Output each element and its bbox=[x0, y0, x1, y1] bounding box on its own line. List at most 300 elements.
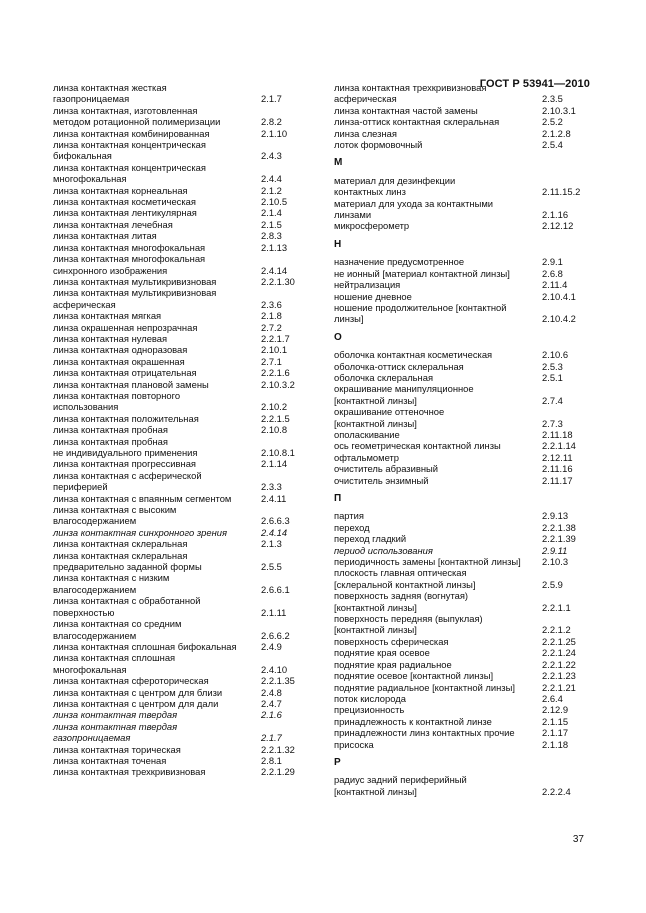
index-reference-number: 2.6.8 bbox=[542, 267, 563, 279]
index-term: поверхностью bbox=[53, 606, 115, 618]
index-term: принадлежности линз контактных прочие bbox=[334, 727, 515, 739]
index-entry bbox=[334, 313, 598, 324]
index-reference-number: 2.8.3 bbox=[261, 230, 282, 242]
index-reference-number: 2.8.1 bbox=[261, 754, 282, 766]
index-entry bbox=[53, 390, 317, 401]
index-reference-number: 2.5.5 bbox=[261, 561, 282, 573]
index-letter-heading: О bbox=[334, 331, 342, 343]
index-term: методом ротационной полимеризации bbox=[53, 116, 221, 128]
index-reference-number: 2.2.1.25 bbox=[542, 635, 576, 647]
index-entry bbox=[334, 556, 598, 567]
index-reference-number: 2.2.2.4 bbox=[542, 785, 571, 797]
index-term: период использования bbox=[334, 544, 433, 556]
index-reference-number: 2.1.2.8 bbox=[542, 127, 571, 139]
index-term: линза контактная косметическая bbox=[53, 196, 196, 208]
index-reference-number bbox=[542, 302, 598, 313]
index-term: линза контактная пробная bbox=[53, 424, 168, 436]
index-entry bbox=[334, 406, 598, 417]
index-entry bbox=[334, 739, 598, 750]
index-term: поток кислорода bbox=[334, 692, 406, 704]
index-term: линза-оттиск контактная склеральная bbox=[334, 116, 500, 128]
index-term: влагосодержанием bbox=[53, 583, 137, 595]
index-term: линза контактная корнеальная bbox=[53, 184, 188, 196]
index-reference-number: 2.4.14 bbox=[261, 526, 288, 538]
index-entry bbox=[334, 93, 598, 104]
index-reference-number: 2.2.1.38 bbox=[542, 521, 576, 533]
index-entry bbox=[53, 128, 317, 139]
index-term: газопроницаемая bbox=[53, 93, 130, 105]
index-reference-number: 2.5.2 bbox=[542, 116, 563, 128]
index-term: окрашивание манипуляционное bbox=[334, 383, 474, 395]
index-entry bbox=[334, 670, 598, 681]
index-term: переход bbox=[334, 521, 370, 533]
index-entry bbox=[53, 401, 317, 412]
index-reference-number: 2.2.1.39 bbox=[542, 533, 576, 545]
index-term: линза контактная жесткая bbox=[53, 82, 167, 93]
index-entry bbox=[53, 595, 317, 606]
index-reference-number: 2.1.10 bbox=[261, 127, 288, 139]
index-term: радиус задний периферийный bbox=[334, 774, 467, 786]
index-entry bbox=[334, 139, 598, 150]
index-reference-number bbox=[542, 383, 598, 394]
index-entry bbox=[53, 242, 317, 253]
index-reference-number: 2.10.8 bbox=[261, 424, 288, 436]
index-term: линза контактная плановой замены bbox=[53, 378, 209, 390]
index-term: поднятие края радиальное bbox=[334, 658, 452, 670]
index-reference-number bbox=[261, 105, 317, 116]
index-reference-number bbox=[542, 567, 598, 578]
index-letter-heading: П bbox=[334, 493, 342, 504]
index-entry bbox=[53, 561, 317, 572]
index-reference-number: 2.1.13 bbox=[261, 241, 288, 253]
index-term: линза контактная, изготовленная bbox=[53, 104, 198, 116]
index-entry bbox=[334, 418, 598, 429]
index-term: линза контактная мультикривизновая bbox=[53, 275, 217, 287]
index-entry bbox=[334, 82, 598, 93]
index-reference-number: 2.5.1 bbox=[542, 371, 563, 383]
index-reference-number: 2.4.3 bbox=[261, 150, 282, 162]
index-term: нейтрализация bbox=[334, 279, 401, 291]
index-term: линза контактная со средним bbox=[53, 618, 182, 630]
index-term: очиститель абразивный bbox=[334, 463, 438, 475]
index-term: линза контактная торическая bbox=[53, 743, 181, 755]
index-reference-number: 2.2.1.35 bbox=[261, 675, 295, 687]
index-reference-number: 2.10.8.1 bbox=[261, 447, 295, 458]
index-entry bbox=[53, 379, 317, 390]
index-term: линза контактная синхронного зрения bbox=[53, 526, 227, 538]
index-term: офтальмометр bbox=[334, 451, 399, 463]
index-term: линза контактная многофокальная bbox=[53, 253, 206, 265]
index-entry bbox=[334, 452, 598, 463]
index-entry bbox=[334, 510, 598, 521]
index-reference-number: 2.10.3.1 bbox=[542, 104, 576, 116]
index-entry bbox=[53, 185, 317, 196]
index-term: линзами bbox=[334, 209, 372, 221]
index-term: поверхность передняя (выпуклая) bbox=[334, 613, 483, 625]
index-reference-number: 2.1.16 bbox=[542, 209, 569, 221]
index-reference-number bbox=[542, 590, 598, 601]
index-term: бифокальная bbox=[53, 150, 112, 162]
index-reference-number: 2.1.7 bbox=[261, 732, 282, 744]
index-entry bbox=[334, 727, 598, 738]
index-reference-number: 2.5.9 bbox=[542, 578, 563, 590]
index-reference-number: 2.12.11 bbox=[542, 451, 573, 463]
index-term: многофокальная bbox=[53, 173, 127, 185]
index-reference-number: 2.2.1.22 bbox=[542, 658, 576, 670]
index-reference-number bbox=[542, 82, 598, 93]
index-term: линза контактная лентикулярная bbox=[53, 207, 197, 219]
index-entry bbox=[53, 82, 317, 93]
index-term: линза контактная с центром для близи bbox=[53, 686, 223, 698]
index-entry bbox=[53, 630, 317, 641]
index-entry bbox=[334, 395, 598, 406]
index-term: асферическая bbox=[53, 298, 116, 310]
index-entry bbox=[53, 447, 317, 458]
index-entry bbox=[334, 361, 598, 372]
index-entry bbox=[334, 128, 598, 139]
index-entry bbox=[53, 139, 317, 150]
index-entry bbox=[334, 220, 598, 231]
index-term: [контактной линзы] bbox=[334, 601, 417, 613]
index-term: очиститель энзимный bbox=[334, 474, 429, 486]
index-reference-number: 2.7.3 bbox=[542, 417, 563, 429]
index-reference-number: 2.12.9 bbox=[542, 704, 569, 716]
index-reference-number: 2.10.4.1 bbox=[542, 290, 576, 302]
index-term: [контактной линзы] bbox=[334, 624, 417, 636]
index-entry bbox=[53, 356, 317, 367]
index-entry bbox=[53, 196, 317, 207]
index-entry bbox=[334, 693, 598, 704]
index-column-left bbox=[53, 82, 317, 778]
index-entry bbox=[334, 624, 598, 635]
index-term: синхронного изображения bbox=[53, 264, 168, 276]
index-term: поверхность задняя (вогнутая) bbox=[334, 590, 469, 602]
index-term: линза контактная многофокальная bbox=[53, 241, 206, 253]
index-reference-number: 2.1.6 bbox=[261, 709, 282, 721]
index-reference-number: 2.3.3 bbox=[261, 481, 282, 493]
index-term: периферией bbox=[53, 481, 108, 493]
index-term: линза контактная литая bbox=[53, 230, 157, 242]
index-entry bbox=[53, 253, 317, 264]
index-reference-number bbox=[261, 470, 317, 481]
index-term: контактных линз bbox=[334, 186, 406, 198]
index-reference-number: 2.12.12 bbox=[542, 220, 574, 232]
index-term: линза контактная с центром для дали bbox=[53, 697, 219, 709]
index-reference-number bbox=[542, 613, 598, 624]
index-entry bbox=[53, 515, 317, 526]
index-term: периодичность замены [контактной линзы] bbox=[334, 556, 521, 568]
index-entry bbox=[53, 344, 317, 355]
index-entry bbox=[53, 493, 317, 504]
index-term: [контактной линзы] bbox=[334, 785, 417, 797]
index-term: линза контактная твердая bbox=[53, 709, 178, 721]
index-reference-number: 2.2.1.14 bbox=[542, 440, 576, 452]
index-entry bbox=[53, 675, 317, 686]
index-reference-number: 2.2.1.30 bbox=[261, 275, 295, 287]
index-term: линза контактная лечебная bbox=[53, 218, 173, 230]
index-entry bbox=[334, 590, 598, 601]
index-reference-number: 2.1.3 bbox=[261, 538, 282, 550]
index-term: линза контактная повторного bbox=[53, 389, 181, 401]
index-entry bbox=[334, 659, 598, 670]
index-entry bbox=[334, 567, 598, 578]
index-entry bbox=[334, 175, 598, 186]
index-reference-number bbox=[261, 721, 317, 732]
index-term: многофокальная bbox=[53, 663, 127, 675]
index-term: линза контактная с низким bbox=[53, 572, 170, 584]
index-term: прецизионность bbox=[334, 704, 405, 716]
index-term: линза контактная с высоким bbox=[53, 504, 177, 516]
index-term: газопроницаемая bbox=[53, 732, 131, 744]
index-entry bbox=[334, 209, 598, 220]
index-reference-number bbox=[261, 595, 317, 606]
index-entry bbox=[334, 186, 598, 197]
index-reference-number bbox=[261, 504, 317, 515]
index-reference-number: 2.1.18 bbox=[542, 738, 569, 750]
index-reference-number: 2.4.9 bbox=[261, 640, 282, 652]
index-entry bbox=[334, 613, 598, 624]
index-entry bbox=[53, 265, 317, 276]
index-entry bbox=[334, 774, 598, 785]
index-term: ополаскивание bbox=[334, 428, 400, 440]
index-term: линза контактная трехкривизновая bbox=[53, 766, 206, 778]
index-reference-number: 2.2.1.1 bbox=[542, 601, 571, 613]
index-reference-number bbox=[261, 618, 317, 629]
index-reference-number: 2.6.6.1 bbox=[261, 583, 290, 595]
index-term: оболочка контактная косметическая bbox=[334, 349, 493, 361]
index-term: партия bbox=[334, 510, 364, 522]
index-reference-number: 2.1.15 bbox=[542, 715, 569, 727]
index-reference-number: 2.10.2 bbox=[261, 401, 288, 413]
index-entry bbox=[334, 475, 598, 486]
index-entry bbox=[53, 276, 317, 287]
index-reference-number: 2.10.4.2 bbox=[542, 313, 576, 325]
index-entry bbox=[53, 584, 317, 595]
index-term: поднятие радиальное [контактной линзы] bbox=[334, 681, 515, 693]
index-entry bbox=[334, 545, 598, 556]
index-term: линза контактная комбинированная bbox=[53, 127, 210, 139]
index-reference-number bbox=[261, 390, 317, 401]
index-reference-number bbox=[542, 406, 598, 417]
index-entry bbox=[53, 173, 317, 184]
index-entry bbox=[53, 755, 317, 766]
index-reference-number bbox=[261, 287, 317, 298]
index-entry bbox=[53, 367, 317, 378]
index-entry bbox=[53, 162, 317, 173]
index-term: присоска bbox=[334, 738, 374, 750]
index-term: линза контактная сплошная бифокальная bbox=[53, 640, 237, 652]
index-entry bbox=[53, 721, 317, 732]
index-term: линза контактная прогрессивная bbox=[53, 458, 196, 470]
index-term: линза контактная положительная bbox=[53, 412, 199, 424]
index-reference-number: 2.11.16 bbox=[542, 463, 573, 475]
index-reference-number bbox=[542, 175, 598, 186]
index-entry bbox=[53, 322, 317, 333]
index-reference-number: 2.10.6 bbox=[542, 349, 569, 361]
index-reference-number: 2.1.2 bbox=[261, 184, 282, 196]
index-entry bbox=[334, 704, 598, 715]
index-reference-number: 2.1.5 bbox=[261, 218, 282, 230]
index-term: окрашивание оттеночное bbox=[334, 406, 445, 418]
index-entry bbox=[53, 310, 317, 321]
index-term: принадлежность к контактной линзе bbox=[334, 715, 492, 727]
index-reference-number: 2.1.4 bbox=[261, 207, 282, 219]
index-reference-number: 2.2.1.5 bbox=[261, 412, 290, 424]
index-term: поверхность сферическая bbox=[334, 635, 449, 647]
index-reference-number: 2.6.6.3 bbox=[261, 515, 290, 527]
index-term: линза контактная сплошная bbox=[53, 652, 176, 664]
index-term: микросферометр bbox=[334, 220, 410, 232]
index-entry bbox=[53, 458, 317, 469]
index-entry bbox=[334, 602, 598, 613]
index-term: линза контактная точеная bbox=[53, 754, 167, 766]
index-entry bbox=[334, 256, 598, 267]
index-term: линза контактная отрицательная bbox=[53, 367, 197, 379]
index-reference-number: 2.2.1.7 bbox=[261, 332, 290, 344]
index-reference-number bbox=[261, 572, 317, 583]
index-reference-number: 2.9.11 bbox=[542, 544, 568, 556]
index-reference-number: 2.1.8 bbox=[261, 310, 282, 322]
index-entry bbox=[53, 527, 317, 538]
index-entry bbox=[334, 302, 598, 313]
index-entry bbox=[53, 664, 317, 675]
index-entry bbox=[334, 682, 598, 693]
index-entry bbox=[53, 687, 317, 698]
index-term: асферическая bbox=[334, 93, 397, 105]
index-reference-number: 2.6.4 bbox=[542, 692, 563, 704]
index-reference-number bbox=[261, 652, 317, 663]
index-letter-heading: М bbox=[334, 157, 343, 169]
index-entry bbox=[334, 786, 598, 797]
index-entry bbox=[334, 279, 598, 290]
index-reference-number bbox=[261, 82, 317, 93]
index-entry bbox=[53, 470, 317, 481]
index-reference-number: 2.2.1.21 bbox=[542, 681, 576, 693]
index-term: линза контактная частой замены bbox=[334, 104, 478, 116]
index-term: линза контактная склеральная bbox=[53, 538, 188, 550]
index-term: поднятие осевое [контактной линзы] bbox=[334, 670, 494, 682]
index-entry bbox=[53, 744, 317, 755]
index-term: линза контактная с обработанной bbox=[53, 595, 201, 607]
index-column-right bbox=[334, 82, 598, 797]
index-term: поднятие края осевое bbox=[334, 647, 430, 659]
index-term: [контактной линзы] bbox=[334, 417, 417, 429]
index-term: линза контактная пробная bbox=[53, 435, 168, 447]
index-reference-number: 2.2.1.2 bbox=[542, 624, 571, 636]
index-term: линза контактная мягкая bbox=[53, 310, 162, 322]
index-entry bbox=[53, 732, 317, 743]
index-reference-number: 2.4.11 bbox=[261, 492, 287, 504]
index-reference-number: 2.9.1 bbox=[542, 256, 563, 268]
index-reference-number: 2.2.1.32 bbox=[261, 743, 295, 755]
index-reference-number: 2.2.1.24 bbox=[542, 647, 576, 659]
index-reference-number: 2.8.2 bbox=[261, 116, 282, 128]
index-reference-number: 2.10.1 bbox=[261, 344, 288, 356]
index-reference-number: 2.11.18 bbox=[542, 428, 573, 440]
index-term: не индивидуального применения bbox=[53, 447, 198, 458]
index-term: линза контактная нулевая bbox=[53, 332, 168, 344]
index-term: линза контактная одноразовая bbox=[53, 344, 188, 356]
index-term: лоток формовочный bbox=[334, 139, 423, 151]
index-entry bbox=[53, 652, 317, 663]
index-entry bbox=[334, 463, 598, 474]
index-term: ношение продолжительное [контактной bbox=[334, 301, 507, 313]
index-entry bbox=[53, 572, 317, 583]
index-reference-number bbox=[542, 774, 598, 785]
index-reference-number: 2.11.4 bbox=[542, 279, 568, 291]
index-term: материал для дезинфекции bbox=[334, 174, 456, 186]
index-reference-number bbox=[261, 436, 317, 447]
index-reference-number: 2.2.1.29 bbox=[261, 766, 295, 778]
index-reference-number bbox=[261, 139, 317, 150]
index-term: линза окрашенная непрозрачная bbox=[53, 321, 198, 333]
index-entry bbox=[334, 105, 598, 116]
index-entry bbox=[53, 287, 317, 298]
index-reference-number: 2.11.17 bbox=[542, 474, 573, 486]
index-entry bbox=[334, 440, 598, 451]
index-term: ось геометрическая контактной линзы bbox=[334, 440, 501, 452]
index-reference-number: 2.5.3 bbox=[542, 360, 563, 372]
index-entry bbox=[53, 424, 317, 435]
index-entry bbox=[334, 522, 598, 533]
index-reference-number: 2.9.13 bbox=[542, 510, 569, 522]
index-entry bbox=[53, 105, 317, 116]
index-reference-number: 2.7.2 bbox=[261, 321, 282, 333]
index-term: линза контактная сфероторическая bbox=[53, 675, 209, 687]
index-entry bbox=[53, 413, 317, 424]
index-entry bbox=[53, 230, 317, 241]
index-entry bbox=[53, 698, 317, 709]
index-term: предварительно заданной формы bbox=[53, 561, 202, 573]
index-entry bbox=[53, 93, 317, 104]
index-term: плоскость главная оптическая bbox=[334, 567, 467, 579]
index-reference-number: 2.7.4 bbox=[542, 394, 563, 406]
index-term: [склеральной контактной линзы] bbox=[334, 578, 476, 590]
index-entry bbox=[334, 116, 598, 127]
index-entry bbox=[334, 372, 598, 383]
index-reference-number: 2.5.4 bbox=[542, 139, 563, 151]
index-reference-number: 2.1.11 bbox=[261, 606, 287, 618]
index-entry bbox=[53, 150, 317, 161]
index-term: линза контактная с впаянным сегментом bbox=[53, 492, 232, 504]
index-entry bbox=[53, 481, 317, 492]
index-reference-number: 2.1.7 bbox=[261, 93, 282, 105]
index-entry bbox=[334, 533, 598, 544]
index-term: линза контактная трехкривизновая bbox=[334, 82, 487, 93]
index-reference-number: 2.3.6 bbox=[261, 298, 282, 310]
index-reference-number: 2.10.3 bbox=[542, 556, 569, 568]
index-reference-number bbox=[261, 253, 317, 264]
index-reference-number: 2.1.17 bbox=[542, 727, 569, 739]
index-term: материал для ухода за контактными bbox=[334, 197, 493, 209]
index-term: назначение предусмотренное bbox=[334, 256, 465, 268]
index-entry bbox=[53, 641, 317, 652]
index-term: линзы] bbox=[334, 313, 364, 325]
index-entry bbox=[334, 198, 598, 209]
index-reference-number: 2.2.1.23 bbox=[542, 670, 576, 682]
index-term: влагосодержанием bbox=[53, 515, 137, 527]
page-number: 37 bbox=[572, 834, 584, 845]
index-reference-number: 2.1.14 bbox=[261, 458, 288, 470]
index-entry bbox=[53, 618, 317, 629]
index-reference-number: 2.2.1.6 bbox=[261, 367, 290, 379]
index-entry bbox=[53, 299, 317, 310]
index-entry bbox=[53, 538, 317, 549]
index-letter-heading: Р bbox=[334, 756, 341, 768]
index-reference-number: 2.4.10 bbox=[261, 663, 288, 675]
index-term: [контактной линзы] bbox=[334, 394, 417, 406]
index-reference-number: 2.10.3.2 bbox=[261, 378, 295, 390]
